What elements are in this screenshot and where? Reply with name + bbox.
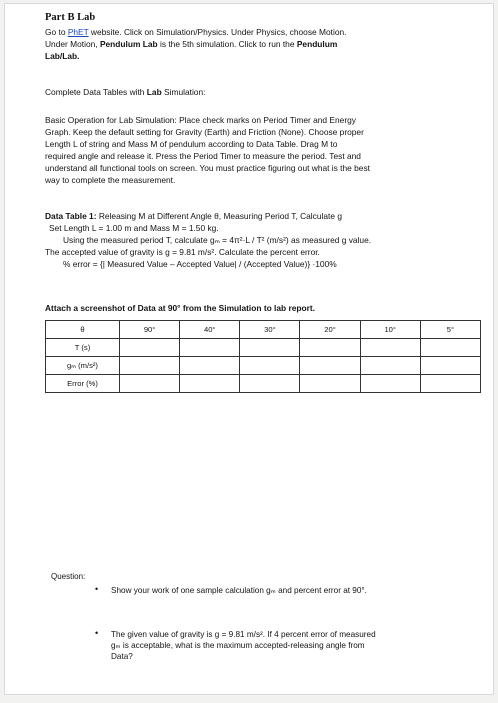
part-title: Part B Lab (45, 12, 96, 23)
table-cell[interactable] (360, 339, 420, 357)
table-1-error-line: % error = {| Measured Value – Accepted Value| / (Accepted Value)} ·100% (63, 259, 337, 269)
table-cell[interactable] (300, 357, 360, 375)
intro-line-3: Lab/Lab. (45, 51, 80, 61)
table-cell[interactable] (180, 375, 240, 393)
header-cell: 30° (240, 321, 300, 339)
basic-operation-line: Length L of string and Mass M of pendulum according to Data Table. Drag M to (45, 139, 338, 149)
table-1-accepted-line: The accepted value of gravity is g = 9.81 m/s². Calculate the percent error. (45, 247, 320, 257)
table-cell[interactable] (120, 339, 180, 357)
question-item-2 (111, 629, 453, 662)
header-cell: 90° (120, 321, 180, 339)
table-cell[interactable] (120, 357, 180, 375)
bullet-marker: • (95, 628, 99, 638)
table-cell[interactable] (240, 339, 300, 357)
section-heading-post: Simulation: (161, 87, 206, 97)
bullet-marker: • (95, 584, 99, 594)
table-1-title-line (45, 210, 473, 222)
intro-line-1-rest: website. Click on Simulation/Physics. Under Physics, choose Motion. (88, 27, 347, 37)
table-cell[interactable] (240, 357, 300, 375)
basic-operation-line: Graph. Keep the default setting for Gravity (Earth) and Friction (None). Choose proper (45, 127, 364, 137)
table-row (46, 339, 481, 357)
table-row (46, 357, 481, 375)
header-cell: 40° (180, 321, 240, 339)
table-1-using-line: Using the measured period T, calculate gₘ = 4π²·L / T² (m/s²) as measured g value. (63, 235, 372, 245)
table-cell[interactable] (240, 375, 300, 393)
header-cell: 10° (360, 321, 420, 339)
table-1-set-line: Set Length L = 1.00 m and Mass M = 1.50 kg. (49, 223, 219, 233)
intro-paragraph (45, 26, 473, 62)
table-cell[interactable] (300, 339, 360, 357)
basic-operation-line: Basic Operation for Lab Simulation: Place check marks on Period Timer and Energy (45, 115, 356, 125)
intro-line-2 (45, 38, 473, 50)
header-cell: 5° (420, 321, 480, 339)
basic-operation-line: required angle and release it. Press the Period Timer to measure the period. Test and (45, 151, 361, 161)
header-cell: θ (46, 321, 120, 339)
question-item-1-line: Show your work of one sample calculation gₘ and percent error at 90°. (111, 586, 367, 595)
intro-line-2-pre: Under Motion, (45, 39, 100, 49)
table-cell[interactable] (420, 357, 480, 375)
section-heading (45, 86, 473, 98)
table-cell[interactable] (420, 339, 480, 357)
question-item-2-line: Data? (111, 652, 133, 661)
attach-note: Attach a screenshot of Data at 90° from the Simulation to lab report. (45, 303, 315, 313)
table-header-row (46, 321, 481, 339)
pendulum-lab-text: Pendulum Lab (99, 39, 158, 49)
basic-operation-line: way to complete the measurement. (45, 175, 176, 185)
row-label-period: T (s) (46, 339, 120, 357)
table-cell[interactable] (300, 375, 360, 393)
question-label: Question: (51, 572, 86, 581)
intro-line-2-mid: is the 5th simulation. Click to run the (157, 39, 297, 49)
table-cell[interactable] (420, 375, 480, 393)
section-heading-pre: Complete Data Tables with (45, 87, 147, 97)
data-table (45, 320, 481, 393)
data-table-1-description (45, 210, 473, 270)
table-cell[interactable] (180, 357, 240, 375)
table-row (46, 375, 481, 393)
header-cell: 20° (300, 321, 360, 339)
table-cell[interactable] (360, 357, 420, 375)
row-label-error: Error (%) (46, 375, 120, 393)
pendulum-text: Pendulum (296, 39, 338, 49)
section-heading-bold: Lab (146, 87, 162, 97)
table-cell[interactable] (360, 375, 420, 393)
phet-link[interactable]: PhET (67, 27, 89, 37)
lab-page (4, 3, 494, 695)
table-cell[interactable] (120, 375, 180, 393)
intro-line-1 (45, 26, 473, 38)
question-item-2-line: The given value of gravity is g = 9.81 m/s². If 4 percent error of measured (111, 630, 376, 639)
question-item-1 (111, 585, 453, 596)
question-item-2-line: gₘ is acceptable, what is the maximum accepted-releasing angle from (111, 641, 365, 650)
basic-operation-line: understand all functional tools on screen. You must practice figuring out what is the best (45, 163, 370, 173)
intro-prefix: Go to (45, 27, 68, 37)
table-cell[interactable] (180, 339, 240, 357)
row-label-gravity: gₘ (m/s²) (46, 357, 120, 375)
table-1-label: Data Table 1: (45, 211, 97, 221)
basic-operation-paragraph (45, 114, 473, 186)
table-1-title-rest: Releasing M at Different Angle θ, Measuring Period T, Calculate g (96, 211, 343, 221)
